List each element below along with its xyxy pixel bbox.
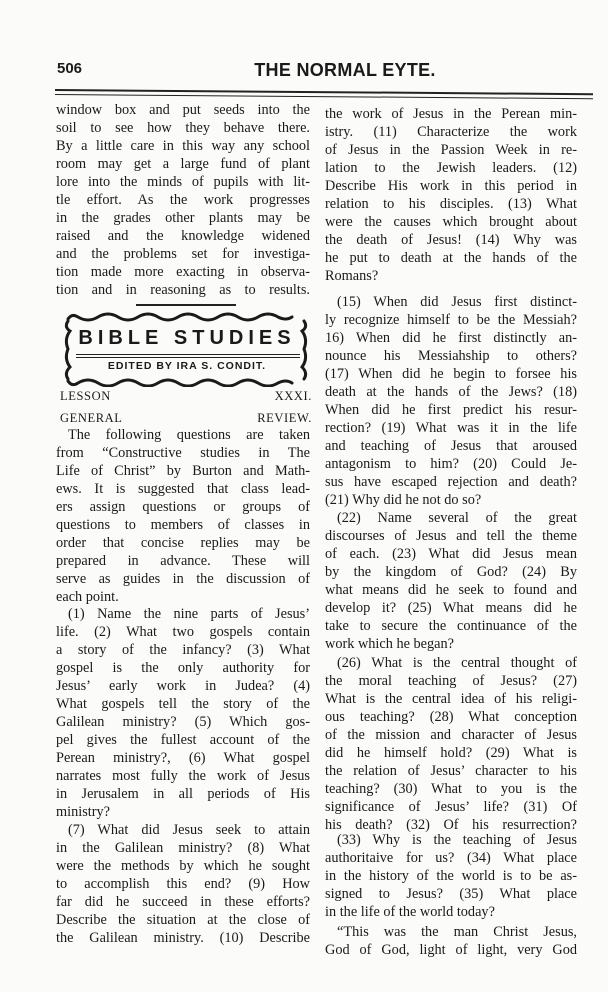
text-line: Describe His work in this period in	[325, 178, 577, 194]
text-line: Galilean ministry? (5) Which gos-	[56, 714, 310, 730]
text-line: Romans?	[325, 268, 379, 284]
text-line: By a little care in this way any school	[56, 138, 310, 154]
text-line: the Galilean ministry. (10) Describe	[56, 930, 310, 946]
text-line: antagonism to him? (20) Could Je-	[325, 456, 577, 472]
text-line: ous teaching? (28) What conception	[325, 709, 577, 725]
text-line: When did he first predict his resur-	[325, 402, 577, 418]
text-line: God of God, light of light, very God	[325, 942, 577, 958]
text-line: discourses of Jesus and tell the theme	[325, 528, 577, 544]
text-line: What is the central idea of his religi-	[325, 691, 577, 707]
text-line: were the methods by which he sought	[56, 858, 310, 874]
text-line: serve as guides in the discussion of	[56, 571, 310, 587]
text-line: (17) When did he begin to forsee his	[325, 366, 577, 382]
text-line: and teaching of Jesus that aroused	[325, 438, 577, 454]
lesson-subject: GENERAL REVIEW.	[60, 411, 312, 425]
paragraph	[56, 605, 310, 821]
text-line: lation to the Jewish leaders. (12)	[325, 160, 577, 176]
text-line: istry. (11) Characterize the work	[325, 124, 577, 140]
text-line: window box and put seeds into the	[56, 102, 310, 118]
text-line: of Jesus in the Passion Week in re-	[325, 142, 577, 158]
text-line: The following questions are taken	[68, 427, 310, 443]
text-line: tion made more exacting in observa-	[56, 264, 310, 280]
text-line: 16) When did he first distinctly an-	[325, 330, 577, 346]
text-line: pel gives the fullest account of the	[56, 732, 310, 748]
text-line: Jesus’ early work in Judea? (4)	[56, 678, 310, 694]
text-line: ministry?	[56, 804, 111, 820]
text-line: the relation of Jesus’ character to his	[325, 763, 577, 779]
paragraph	[325, 293, 577, 509]
text-line: room may get a large fund of plant	[56, 156, 310, 172]
text-line: questions to members of classes in	[56, 517, 310, 533]
text-line: order that concise replies may be	[56, 535, 310, 551]
text-line: authoritaive for us? (34) What place	[325, 850, 577, 866]
text-line: raised and the knowledge widened	[56, 228, 310, 244]
text-line: what means did he seek to found and	[325, 582, 577, 598]
text-line: take to secure the continuance of the	[325, 618, 577, 634]
text-line: (22) Name several of the great	[337, 510, 577, 526]
paragraph	[325, 105, 577, 285]
text-line: develop it? (25) What means did he	[325, 600, 577, 616]
text-line: and the problems set for investiga-	[56, 246, 310, 262]
text-line: in the grades other plants may be	[56, 210, 310, 226]
text-line: his death? (32) Of his resurrection?	[325, 817, 577, 833]
text-line: far did he succeed in these efforts?	[56, 894, 310, 910]
text-line: to accomplish this end? (9) How	[56, 876, 310, 892]
text-line: relation to his disciples. (13) What	[325, 196, 577, 212]
text-line: (26) What is the central thought of	[337, 655, 577, 671]
banner-title: BIBLE STUDIES	[78, 327, 296, 349]
text-line: rection? (19) What was it in the life	[325, 420, 577, 436]
banner-rule	[76, 354, 300, 358]
text-line: did he himself hold? (29) What is	[325, 745, 577, 761]
text-line: work which he began?	[325, 636, 455, 652]
paragraph	[56, 426, 310, 606]
text-line: in the life of the world today?	[325, 904, 495, 920]
text-line: a story of the infancy? (3) What	[56, 642, 310, 658]
text-line: ly recognize himself to be the Messiah?	[325, 312, 577, 328]
text-line: ers assign questions or groups of	[56, 499, 310, 515]
text-line: “This was the man Christ Jesus,	[337, 924, 577, 940]
text-line: signed to Jesus? (35) What place	[325, 886, 577, 902]
text-line: (7) What did Jesus seek to attain	[68, 822, 310, 838]
page-number: 506	[57, 60, 83, 77]
section-divider	[136, 304, 236, 306]
text-line: (15) When did Jesus first distinct-	[337, 294, 577, 310]
paragraph	[56, 821, 310, 947]
paragraph	[325, 654, 577, 834]
text-line: in the Galilean ministry? (8) What	[56, 840, 310, 856]
text-line: of the mission and character of Jesus	[325, 727, 577, 743]
text-line: by the kingdom of God? (24) By	[325, 564, 577, 580]
text-line: nounce his Messiahship to others?	[325, 348, 577, 364]
paragraph	[325, 923, 577, 959]
text-line: were the causes which brought about	[325, 214, 577, 230]
paragraph	[325, 831, 577, 921]
text-line: Life of Christ” by Burton and Math-	[56, 463, 310, 479]
bible-studies-banner	[60, 311, 312, 387]
lesson-number: LESSON XXXI.	[60, 389, 312, 403]
text-line: tion and in reasoning as to results.	[56, 282, 310, 298]
text-line: the moral teaching of Jesus? (27)	[325, 673, 577, 689]
text-line: (1) Name the nine parts of Jesus’	[68, 606, 310, 622]
text-line: prepared in advance. These will	[56, 553, 310, 569]
paragraph	[325, 509, 577, 653]
text-line: significance of Jesus’ life? (31) Of	[325, 799, 577, 815]
text-line: What gospels tell the story of the	[56, 696, 310, 712]
text-line: Describe the situation at the close of	[56, 912, 310, 928]
text-line: the work of Jesus in the Perean min-	[325, 106, 577, 122]
text-line: narrates most fully the work of Jesus	[56, 768, 310, 784]
text-line: Perean ministry?, (6) What gospel	[56, 750, 310, 766]
text-line: teaching? (30) What to you is the	[325, 781, 577, 797]
paragraph	[56, 101, 310, 299]
text-line: (21) Why did he not do so?	[325, 492, 482, 508]
text-line: tle effort. As the work progresses	[56, 192, 310, 208]
text-line: death at the hands of the Jews? (18)	[325, 384, 577, 400]
text-line: sus have escaped rejection and death?	[325, 474, 577, 490]
text-line: in Jerusalem in all periods of His	[56, 786, 310, 802]
text-line: he put to death at the hands of the	[325, 250, 577, 266]
text-line: in the history of the world is to be as-	[325, 868, 577, 884]
text-line: each point.	[56, 589, 119, 605]
text-line: lore into the minds of pupils with lit-	[56, 174, 310, 190]
header-double-rule	[55, 89, 593, 99]
running-title: THE NORMAL EYTE.	[254, 60, 436, 80]
text-line: of each. (23) What did Jesus mean	[325, 546, 577, 562]
banner-subtitle: EDITED BY IRA S. CONDIT.	[107, 360, 267, 372]
text-line: ews. It is suggested that class lead-	[56, 481, 310, 497]
text-line: from “Constructive studies in The	[56, 445, 310, 461]
text-line: soil to see how they behave there.	[56, 120, 310, 136]
text-line: the death of Jesus! (14) Why was	[325, 232, 577, 248]
text-line: (33) Why is the teaching of Jesus	[337, 832, 577, 848]
text-line: life. (2) What two gospels contain	[56, 624, 310, 640]
text-line: gospel is the only authority for	[56, 660, 310, 676]
